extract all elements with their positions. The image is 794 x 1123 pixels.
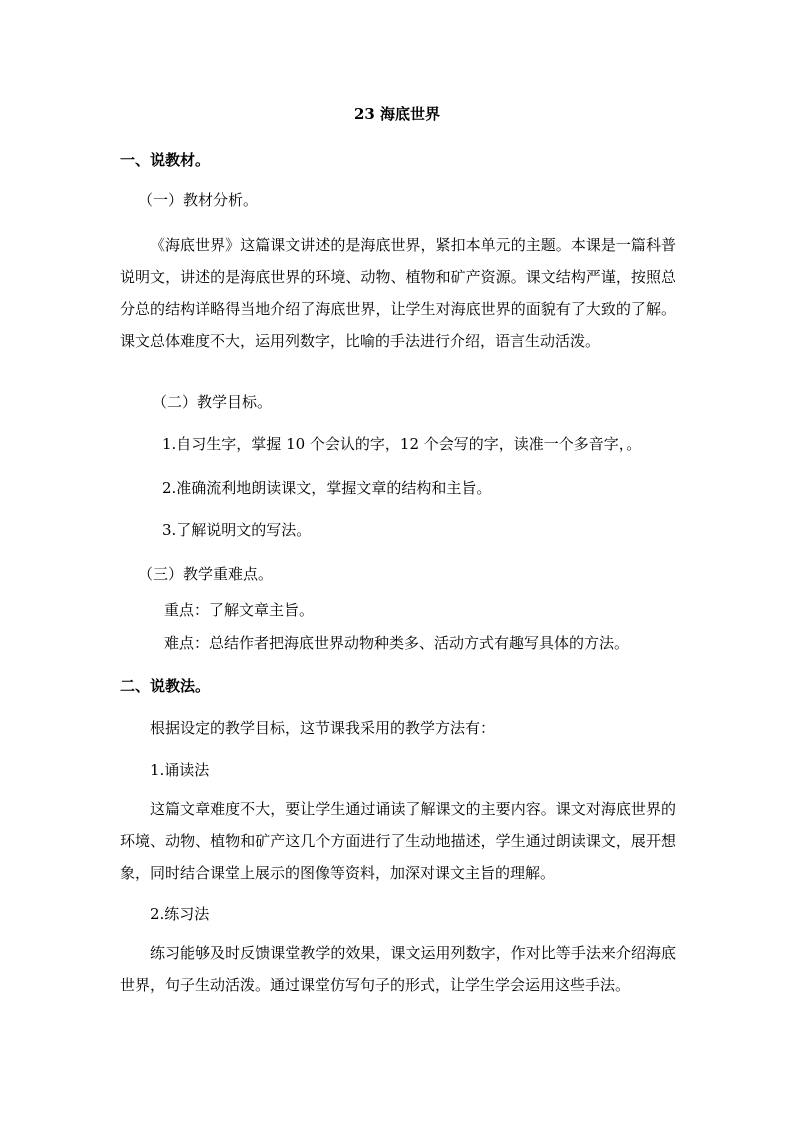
section-heading-teaching-methods: 二、说教法。 [120,677,211,695]
method-heading-reading: 1.诵读法 [150,761,210,779]
key-point: 重点：了解文章主旨。 [164,601,315,619]
paragraph-reading-method: 这篇文章难度不大，要让学生通过诵读了解课文的主要内容。课文对海底世界的环境、动物、植物和矿产这几个方面进行了生动地描述，学生通过朗读课文，展开想象，同时结合课堂上展示的图像等资料，加深对课文主旨的理解。 [120,800,676,882]
paragraph-textbook-analysis: 《海底世界》这篇课文讲述的是海底世界，紧扣本单元的主题。本课是一篇科普说明文，讲述的是海底世界的环境、动物、植物和矿产资源。课文结构严谨，按照总分总的结构详略得当地介绍了海底世界，让学生对海底世界的面貌有了大致的了解。课文总体难度不大，运用列数字，比喻的手法进行介绍，语言生动活泼。 [120,236,676,350]
difficult-point: 难点：总结作者把海底世界动物种类多、活动方式有趣写具体的方法。 [164,634,630,652]
goal-item-2: 2.准确流利地朗读课文，掌握文章的结构和主旨。 [162,479,492,497]
goal-item-3: 3.了解说明文的写法。 [162,521,312,539]
paragraph-practice-method: 练习能够及时反馈课堂教学的效果，课文运用列数字，作对比等手法来介绍海底世界，句子生动活泼。通过课堂仿写句子的形式，让学生学会运用这些手法。 [120,944,676,994]
subheading-textbook-analysis: （一）教材分析。 [138,191,259,209]
section-heading-textbook: 一、说教材。 [120,151,211,169]
document-title: 23 海底世界 [353,105,441,123]
methods-intro: 根据设定的教学目标，这节课我采用的教学方法有： [150,719,496,737]
subheading-teaching-goals: （二）教学目标。 [152,393,273,411]
goal-item-1: 1.自习生字，掌握 10 个会认的字，12 个会写的字，读准一个多音字，。 [162,435,642,453]
method-heading-practice: 2.练习法 [150,905,210,923]
subheading-key-difficult-points: （三）教学重难点。 [138,565,274,583]
